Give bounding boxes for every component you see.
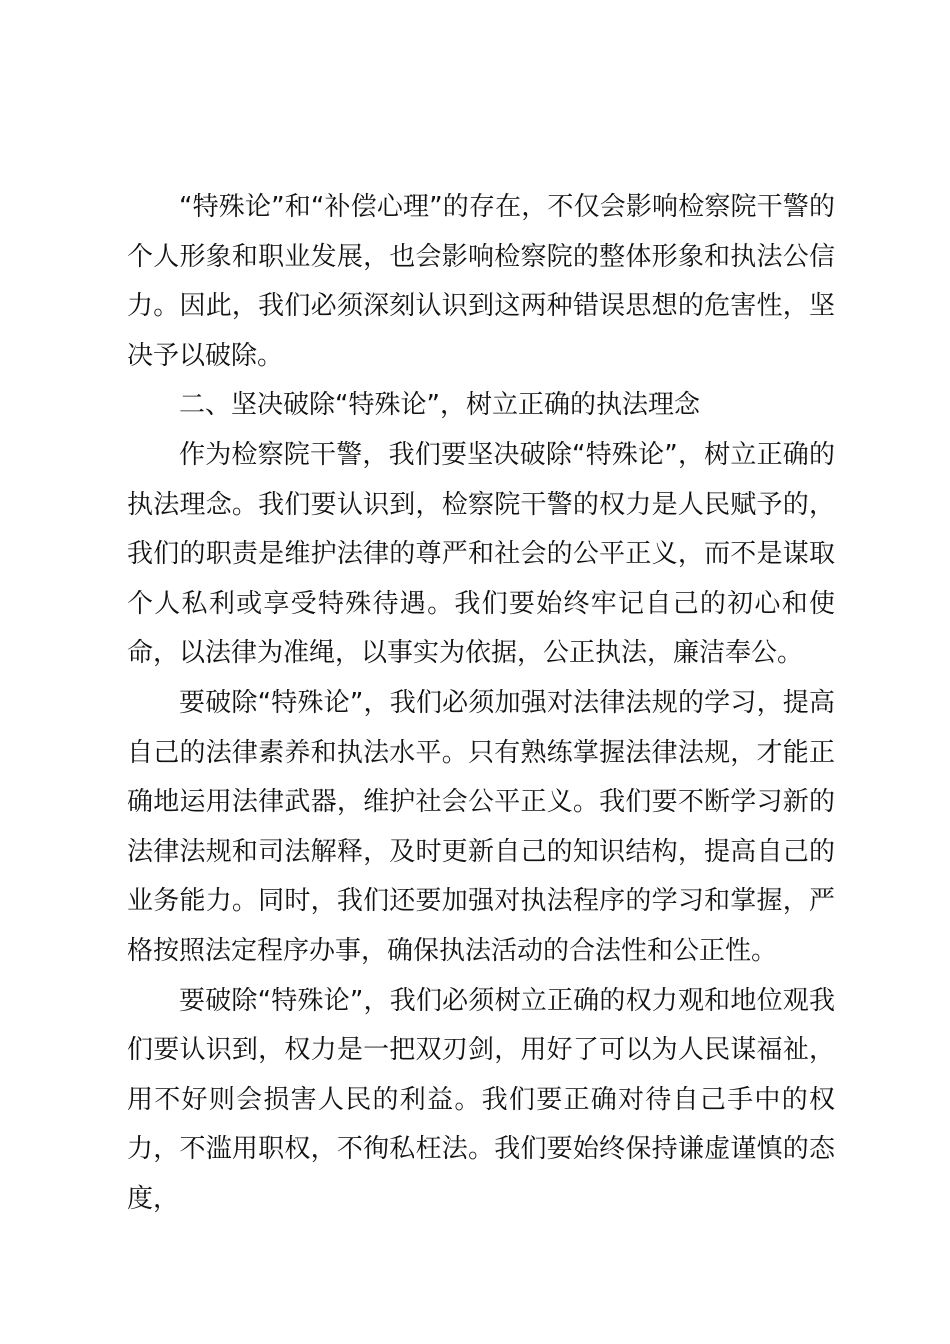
paragraph-view-of-power-and-status: 要破除“特殊论”，我们必须树立正确的权力观和地位观我们要认识到，权力是一把双刃剑，用好了可以为人民谋福祉，用不好则会损害人民的利益。我们要正确对待自己手中的权力，不滥用职权，不徇私枉法。我们要始终保持谦虚谨慎的态度， [127, 985, 835, 1214]
section-heading: 二、坚决破除“特殊论”，树立正确的执法理念 [179, 390, 700, 421]
paragraph-harm-of-wrong-thinking: “特殊论”和“补偿心理”的存在，不仅会影响检察院干警的个人形象和职业发展，也会影响检察院的整体形象和执法公信力。因此，我们必须深刻认识到这两种错误思想的危害性，坚决予以破除。 [127, 192, 835, 371]
document-body [127, 183, 835, 1224]
paragraph-study-laws-and-regulations: 要破除“特殊论”，我们必须加强对法律法规的学习，提高自己的法律素养和执法水平。只有熟练掌握法律法规，才能正确地运用法律武器，维护社会公平正义。我们要不断学习新的法律法规和司法解释，及时更新自己的知识结构，提高自己的业务能力。同时，我们还要加强对执法程序的学习和掌握，严格按照法定程序办事，确保执法活动的合法性和公正性。 [127, 687, 835, 966]
paragraph-correct-law-enforcement-concept: 作为检察院干警，我们要坚决破除“特殊论”，树立正确的执法理念。我们要认识到，检察院干警的权力是人民赋予的，我们的职责是维护法律的尊严和社会的公平正义，而不是谋取个人私利或享受特殊待遇。我们要始终牢记自己的初心和使命，以法律为准绳，以事实为依据，公正执法，廉洁奉公。 [127, 439, 835, 669]
